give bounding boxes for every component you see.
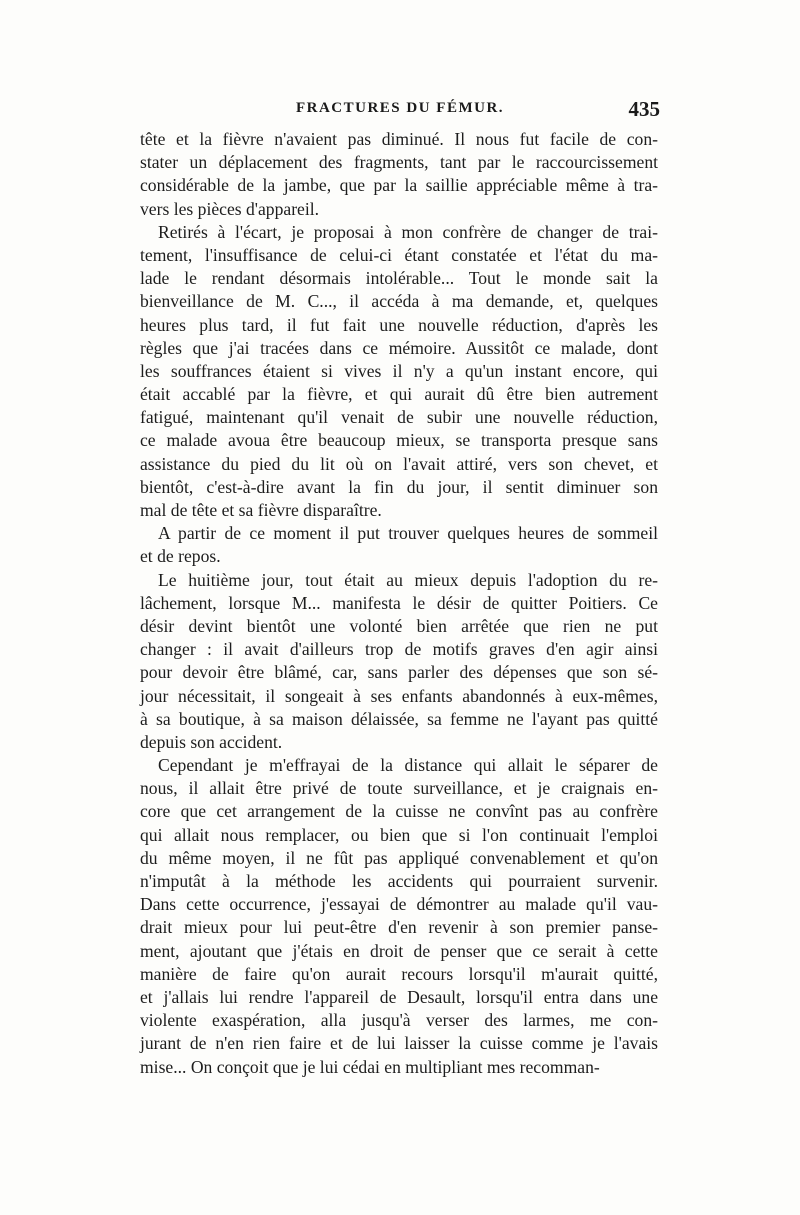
text-line: Dans cette occurrence, j'essayai de démontrer au malade qu'il vau- (140, 894, 658, 915)
text-line: fatigué, maintenant qu'il venait de subir une nouvelle réduction, (140, 407, 658, 428)
text-line: manière de faire qu'on aurait recours lorsqu'il m'aurait quitté, (140, 963, 658, 984)
text-line: considérable de la jambe, que par la saillie appréciable même à tra- (140, 175, 658, 196)
paragraph (140, 221, 658, 522)
text-line: règles que j'ai tracées dans ce mémoire. Aussitôt ce malade, dont (140, 337, 658, 358)
text-line: drait mieux pour lui peut-être d'en revenir à son premier panse- (140, 917, 658, 938)
text-line: et de repos. (140, 546, 221, 567)
text-line: stater un déplacement des fragments, tant par le raccourcissement (140, 152, 658, 173)
text-line: violente exaspération, alla jusqu'à verser des larmes, me con- (140, 1010, 658, 1031)
paragraph (140, 569, 658, 755)
page-header (140, 97, 660, 126)
text-line: bienveillance de M. C..., il accéda à ma demande, et, quelques (140, 291, 658, 312)
text-line: assistance du pied du lit où on l'avait attiré, vers son chevet, et (140, 453, 658, 474)
text-line: Cependant je m'effrayai de la distance qui allait le séparer de (158, 755, 658, 776)
text-line: et j'allais lui rendre l'appareil de Desault, lorsqu'il entra dans une (140, 986, 658, 1007)
text-line: à sa boutique, à sa maison délaissée, sa femme ne l'ayant pas quitté (140, 708, 658, 729)
text-line: heures plus tard, il fut fait une nouvelle réduction, d'après les (140, 314, 658, 335)
text-line: changer : il avait d'ailleurs trop de motifs graves d'en agir ainsi (140, 639, 658, 660)
text-line: qui allait nous remplacer, ou bien que si l'on continuait l'emploi (140, 824, 658, 845)
text-line: ce malade avoua être beaucoup mieux, se transporta presque sans (140, 430, 658, 451)
text-line: tête et la fièvre n'avaient pas diminué. Il nous fut facile de con- (140, 129, 658, 149)
text-line: n'imputât à la méthode les accidents qui pourraient survenir. (140, 871, 658, 891)
text-line: du même moyen, il ne fût pas appliqué convenablement et qu'on (140, 847, 658, 868)
paragraph (140, 128, 658, 221)
page-number: 435 (628, 97, 660, 121)
text-line: bientôt, c'est-à-dire avant la fin du jour, il sentit diminuer son (140, 476, 658, 497)
text-line: vers les pièces d'appareil. (140, 198, 320, 219)
text-line: lade le rendant désormais intolérable... Tout le monde sait la (140, 268, 658, 289)
text-line: jurant de n'en rien faire et de lui laisser la cuisse comme je l'avais (140, 1033, 658, 1054)
text-line: core que cet arrangement de la cuisse ne convînt pas au confrère (140, 801, 658, 822)
text-line: depuis son accident. (140, 731, 283, 752)
text-line: ment, ajoutant que j'étais en droit de penser que ce serait à cette (140, 940, 658, 961)
text-line: jour nécessitait, il songeait à ses enfants abandonnés à eux-mêmes, (140, 685, 658, 706)
text-line: pour devoir être blâmé, car, sans parler des dépenses que son sé- (140, 662, 658, 683)
text-line: lâchement, lorsque M... manifesta le désir de quitter Poitiers. Ce (140, 592, 658, 613)
text-line: était accablé par la fièvre, et qui aurait dû être bien autrement (140, 384, 658, 405)
text-line: désir devint bientôt une volonté bien arrêtée que rien ne put (140, 615, 658, 636)
text-line: A partir de ce moment il put trouver quelques heures de sommeil (158, 523, 658, 544)
text-line: Retirés à l'écart, je proposai à mon confrère de changer de trai- (158, 221, 658, 242)
text-line: tement, l'insuffisance de celui-ci étant constatée et l'état du ma- (140, 244, 658, 265)
paragraph (140, 522, 658, 568)
text-line: les souffrances étaient si vives il n'y a qu'un instant encore, qui (140, 360, 658, 381)
text-line: mise... On conçoit que je lui cédai en multipliant mes recomman- (140, 1056, 600, 1077)
text-line: nous, il allait être privé de toute surveillance, et je craignais en- (140, 778, 658, 799)
text-line: Le huitième jour, tout était au mieux depuis l'adoption du re- (158, 569, 658, 590)
running-title: FRACTURES DU FÉMUR. (295, 100, 505, 116)
paragraph (140, 754, 658, 1079)
text-line: mal de tête et sa fièvre disparaître. (140, 500, 382, 520)
body-text (140, 128, 658, 1079)
